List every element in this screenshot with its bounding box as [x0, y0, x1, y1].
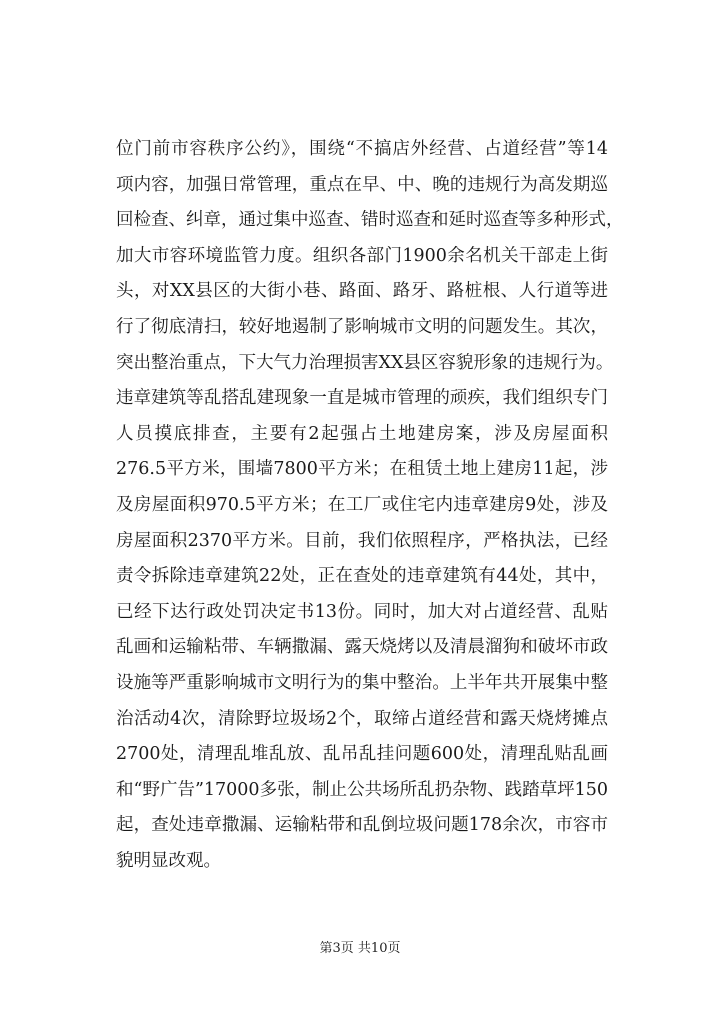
- text-line: 行了彻底清扫，较好地遏制了影响城市文明的问题发生。其次，: [116, 316, 608, 337]
- text-line: 2700处，清理乱堆乱放、乱吊乱挂问题600处，清理乱贴乱画: [116, 744, 608, 765]
- text-line: 设施等严重影响城市文明行为的集中整治。上半年共开展集中整: [116, 672, 608, 693]
- text-line: 及房屋面积970.5平方米；在工厂或住宅内违章建房9处，涉及: [116, 494, 608, 515]
- text-line: 已经下达行政处罚决定书13份。同时，加大对占道经营、乱贴: [116, 601, 608, 622]
- text-line: 头，对XX县区的大街小巷、路面、路牙、路桩根、人行道等进: [116, 281, 608, 302]
- text-line: 人员摸底排查，主要有2起强占土地建房案，涉及房屋面积: [116, 423, 608, 444]
- text-line: 276.5平方米，围墙7800平方米；在租赁土地上建房11起，涉: [116, 459, 608, 480]
- body-paragraph: [116, 132, 624, 879]
- text-line: 违章建筑等乱搭乱建现象一直是城市管理的顽疾，我们组织专门: [116, 388, 608, 409]
- text-line: 治活动4次，清除野垃圾场2个，取缔占道经营和露天烧烤摊点: [116, 708, 608, 729]
- text-line: 位门前市容秩序公约》，围绕“不搞店外经营、占道经营”等14: [116, 139, 608, 159]
- page-footer: [0, 937, 720, 956]
- text-line: 房屋面积2370平方米。目前，我们依照程序，严格执法，已经: [116, 530, 608, 551]
- text-line: 项内容，加强日常管理，重点在早、中、晚的违规行为高发期巡: [116, 174, 608, 195]
- text-line: 加大市容环境监管力度。组织各部门1900余名机关干部走上街: [116, 245, 608, 266]
- text-line: 和“野广告”17000多张，制止公共场所乱扔杂物、践踏草坪150: [116, 779, 608, 800]
- text-line: 回检查、纠章，通过集中巡查、错时巡查和延时巡查等多种形式，: [116, 210, 624, 231]
- text-line: 乱画和运输粘带、车辆撒漏、露天烧烤以及清晨溜狗和破坏市政: [116, 637, 608, 658]
- text-line: 责令拆除违章建筑22处，正在查处的违章建筑有44处，其中，: [116, 566, 608, 587]
- text-line: 起，查处违章撒漏、运输粘带和乱倒垃圾问题178余次，市容市: [116, 815, 608, 836]
- page-number: 第3页 共10页: [319, 941, 401, 956]
- text-line: 突出整治重点，下大气力治理损害XX县区容貌形象的违规行为。: [116, 352, 614, 373]
- text-line: 貌明显改观。: [116, 850, 221, 871]
